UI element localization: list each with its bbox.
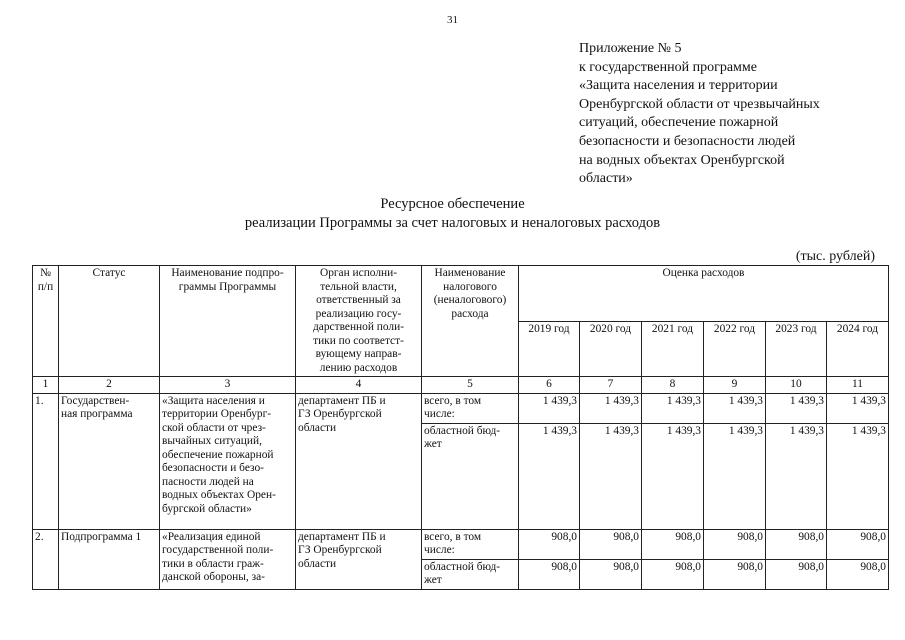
cell-text: бургской области» (162, 502, 252, 515)
units-label: (тыс. рублей) (795, 249, 875, 264)
value-cell: 1 439,3 (642, 393, 704, 423)
value-cell: 1 439,3 (766, 423, 827, 529)
column-number: 5 (422, 377, 519, 394)
cell-text: департамент ПБ и (298, 530, 386, 543)
value-cell: 908,0 (580, 529, 642, 559)
value-cell: 1 439,3 (642, 423, 704, 529)
annex-line: к государственной программе (579, 59, 757, 75)
header-year: 2020 год (580, 321, 642, 377)
row-name (160, 393, 296, 529)
value-cell: 1 439,3 (580, 423, 642, 529)
header-expense-name (422, 266, 519, 377)
value-cell: 1 439,3 (519, 393, 580, 423)
header-organ (296, 266, 422, 377)
header-status: Статус (59, 266, 160, 377)
header-year: 2019 год (519, 321, 580, 377)
row-num: 1. (33, 393, 59, 529)
header-text: тики по соответст- (313, 334, 404, 347)
row-expense-label (422, 559, 519, 589)
column-number: 6 (519, 377, 580, 394)
header-text: Орган исполни- (319, 267, 398, 279)
cell-text: числе: (424, 408, 455, 420)
header-text: граммы Программы (178, 280, 277, 293)
row-expense-label (422, 393, 519, 423)
value-cell: 1 439,3 (827, 423, 889, 529)
cell-text: «Защита населения и (162, 394, 265, 407)
annex-block (579, 40, 820, 189)
cell-text: областной бюд- (424, 560, 501, 573)
annex-line: на водных объектах Оренбургской (579, 152, 785, 168)
title-line-1: Ресурсное обеспечение (380, 196, 525, 212)
value-cell: 908,0 (827, 559, 889, 589)
header-year: 2023 год (766, 321, 827, 377)
resource-table (32, 265, 889, 590)
header-year: 2021 год (642, 321, 704, 377)
cell-text: данской обороны, за- (162, 571, 265, 583)
column-number: 1 (33, 377, 59, 394)
cell-text: пасности людей на (162, 475, 254, 488)
column-number: 4 (296, 377, 422, 394)
value-cell: 1 439,3 (766, 393, 827, 423)
header-text: налогового (443, 280, 497, 293)
cell-text: областной бюд- (424, 424, 501, 437)
column-number: 10 (766, 377, 827, 394)
value-cell: 908,0 (704, 529, 766, 559)
value-cell: 908,0 (519, 529, 580, 559)
header-year: 2024 год (827, 321, 889, 377)
annex-line: области» (579, 171, 633, 187)
row-name (160, 529, 296, 589)
annex-line: Оренбургской области от чрезвычайных (579, 96, 820, 112)
cell-text: жет (424, 574, 442, 586)
cell-text: Подпрограмма 1 (61, 530, 142, 543)
column-number: 3 (160, 377, 296, 394)
cell-text: ная программа (61, 408, 133, 420)
header-text: реализацию госу- (315, 307, 402, 320)
cell-text: тики в области граж- (162, 557, 264, 570)
cell-text: «Реализация единой (162, 530, 261, 543)
cell-text: территории Оренбург- (162, 408, 272, 420)
cell-text: вычайных ситуаций, (162, 435, 262, 447)
row-organ (296, 393, 422, 529)
cell-text: ской области от чрез- (162, 421, 266, 434)
value-cell: 908,0 (519, 559, 580, 589)
value-cell: 908,0 (642, 529, 704, 559)
cell-text: водных объектах Орен- (162, 489, 276, 501)
value-cell: 1 439,3 (704, 423, 766, 529)
header-text: тельной власти, (320, 280, 397, 293)
value-cell: 908,0 (580, 559, 642, 589)
row-organ (296, 529, 422, 589)
cell-text: жет (424, 438, 442, 450)
value-cell: 1 439,3 (704, 393, 766, 423)
cell-text: области (298, 421, 337, 434)
header-text: ответственный за (316, 294, 401, 306)
annex-line: безопасности и безопасности людей (579, 133, 796, 149)
annex-line: Приложение № 5 (579, 41, 682, 56)
title-line-2: реализации Программы за счет налоговых и неналоговых расходов (244, 215, 661, 231)
cell-text: департамент ПБ и (298, 394, 386, 407)
cell-text: ГЗ Оренбургской (298, 544, 382, 556)
cell-text: обеспечение пожарной (162, 448, 274, 461)
value-cell: 908,0 (704, 559, 766, 589)
table-row (33, 393, 889, 423)
row-status (59, 393, 160, 529)
row-expense-label (422, 423, 519, 529)
column-number: 9 (704, 377, 766, 394)
column-number: 7 (580, 377, 642, 394)
header-text: вующему направ- (315, 348, 402, 360)
value-cell: 1 439,3 (580, 393, 642, 423)
row-num: 2. (33, 529, 59, 589)
cell-text: числе: (424, 544, 455, 556)
column-number: 11 (827, 377, 889, 394)
header-text: № (40, 267, 51, 279)
cell-text: ГЗ Оренбургской (298, 408, 382, 420)
cell-text: области (298, 557, 337, 570)
header-subprogram (160, 266, 296, 377)
cell-text: безопасности и безо- (162, 462, 264, 474)
annex-line: «Защита населения и территории (579, 78, 778, 94)
header-num (33, 266, 59, 377)
value-cell: 908,0 (766, 559, 827, 589)
value-cell: 908,0 (827, 529, 889, 559)
header-estimate: Оценка расходов (519, 266, 889, 322)
header-text: Наименование подпро- (171, 267, 284, 279)
header-text: дарственной поли- (313, 321, 404, 333)
header-text: расхода (451, 307, 489, 320)
table-row (33, 529, 889, 559)
cell-text: всего, в том (424, 394, 482, 407)
value-cell: 1 439,3 (519, 423, 580, 529)
document-title (0, 195, 905, 233)
header-text: лению расходов (319, 361, 398, 374)
header-year: 2022 год (704, 321, 766, 377)
row-expense-label (422, 529, 519, 559)
row-status (59, 529, 160, 589)
header-text: (неналогового) (433, 294, 507, 306)
header-row (33, 266, 889, 322)
header-text: Наименование (434, 267, 506, 279)
value-cell: 908,0 (766, 529, 827, 559)
column-number: 8 (642, 377, 704, 394)
header-text: п/п (37, 280, 54, 293)
value-cell: 1 439,3 (827, 393, 889, 423)
column-number: 2 (59, 377, 160, 394)
value-cell: 908,0 (642, 559, 704, 589)
cell-text: государственной поли- (162, 544, 274, 556)
cell-text: всего, в том (424, 530, 482, 543)
column-number-row (33, 377, 889, 394)
annex-line: ситуаций, обеспечение пожарной (579, 115, 779, 131)
cell-text: Государствен- (61, 394, 130, 407)
page-number: 31 (447, 14, 458, 26)
